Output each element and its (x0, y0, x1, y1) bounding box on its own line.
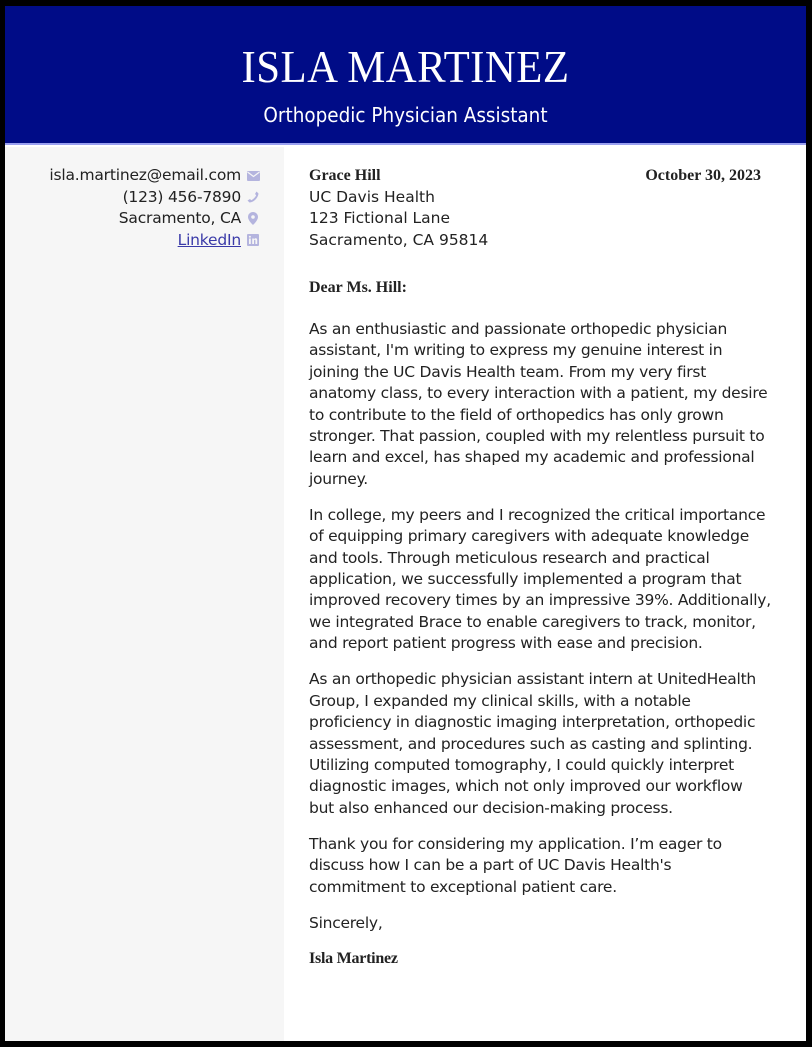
closing-phrase: Sincerely, (309, 913, 383, 932)
contact-sidebar (5, 147, 284, 1041)
phone-icon (246, 191, 260, 203)
recipient-street: 123 Fictional Lane (309, 209, 451, 227)
cover-letter-page (5, 6, 806, 1041)
linkedin-link[interactable]: LinkedIn (177, 230, 241, 249)
location-text: Sacramento, CA (118, 209, 241, 227)
recipient-organization: UC Davis Health (309, 187, 435, 206)
paragraph-internship: As an orthopedic physician assistant intern at UnitedHealth Group, I expanded my clinical skills, with a notable proficiency in diagnostic imaging interpretation, orthopedic assessment, and procedures such as casting and splinting. Utilizing computed tomography, I could quickly interpret diagnostic images, which not only improved our workflow but also enhanced our decision-making process. (309, 670, 756, 817)
recipient-city: Sacramento, CA 95814 (309, 230, 489, 249)
contact-phone (49, 187, 260, 209)
phone-text: (123) 456-7890 (122, 187, 241, 206)
contact-linkedin (49, 230, 260, 252)
recipient-block (309, 165, 769, 251)
recipient-name: Grace Hill (309, 167, 381, 184)
paragraph-intro: As an enthusiastic and passionate orthopedic physician assistant, I'm writing to express my genuine interest in joining the UC Davis Health team. From my very first anatomy class, to every interaction with a patient, my desire to contribute to the field of orthopedics has only grown stronger. That passion, coupled with my relentless pursuit to learn and excel, has shaped my academic and professional journey. (309, 320, 768, 488)
envelope-icon (246, 171, 260, 181)
signature: Isla Martinez (309, 949, 398, 967)
contact-email (49, 165, 260, 187)
job-title: Orthopedic Physician Assistant (263, 103, 548, 127)
letter-date: October 30, 2023 (645, 167, 761, 184)
paragraph-college: In college, my peers and I recognized the critical importance of equipping primary caregivers with adequate knowledge and tools. Through meticulous research and practical application, we successfully implemented a program that improved recovery times by an impressive 39%. Additionally, we integrated Brace to enable caregivers to track, monitor, and report patient progress with ease and precision. (309, 505, 771, 653)
contact-list (49, 165, 260, 251)
salutation: Dear Ms. Hill: (309, 279, 407, 296)
linkedin-icon (246, 234, 260, 246)
paragraph-closing: Thank you for considering my application. I’m eager to discuss how I can be a part of UC Davis Health's commitment to exceptional patient care. (309, 834, 722, 896)
email-text: isla.martinez@email.com (49, 166, 241, 184)
map-pin-icon (246, 212, 260, 225)
header-banner (5, 6, 806, 145)
letter-body (309, 319, 771, 970)
contact-location (49, 208, 260, 230)
applicant-name: ISLA MARTINEZ (241, 41, 570, 92)
